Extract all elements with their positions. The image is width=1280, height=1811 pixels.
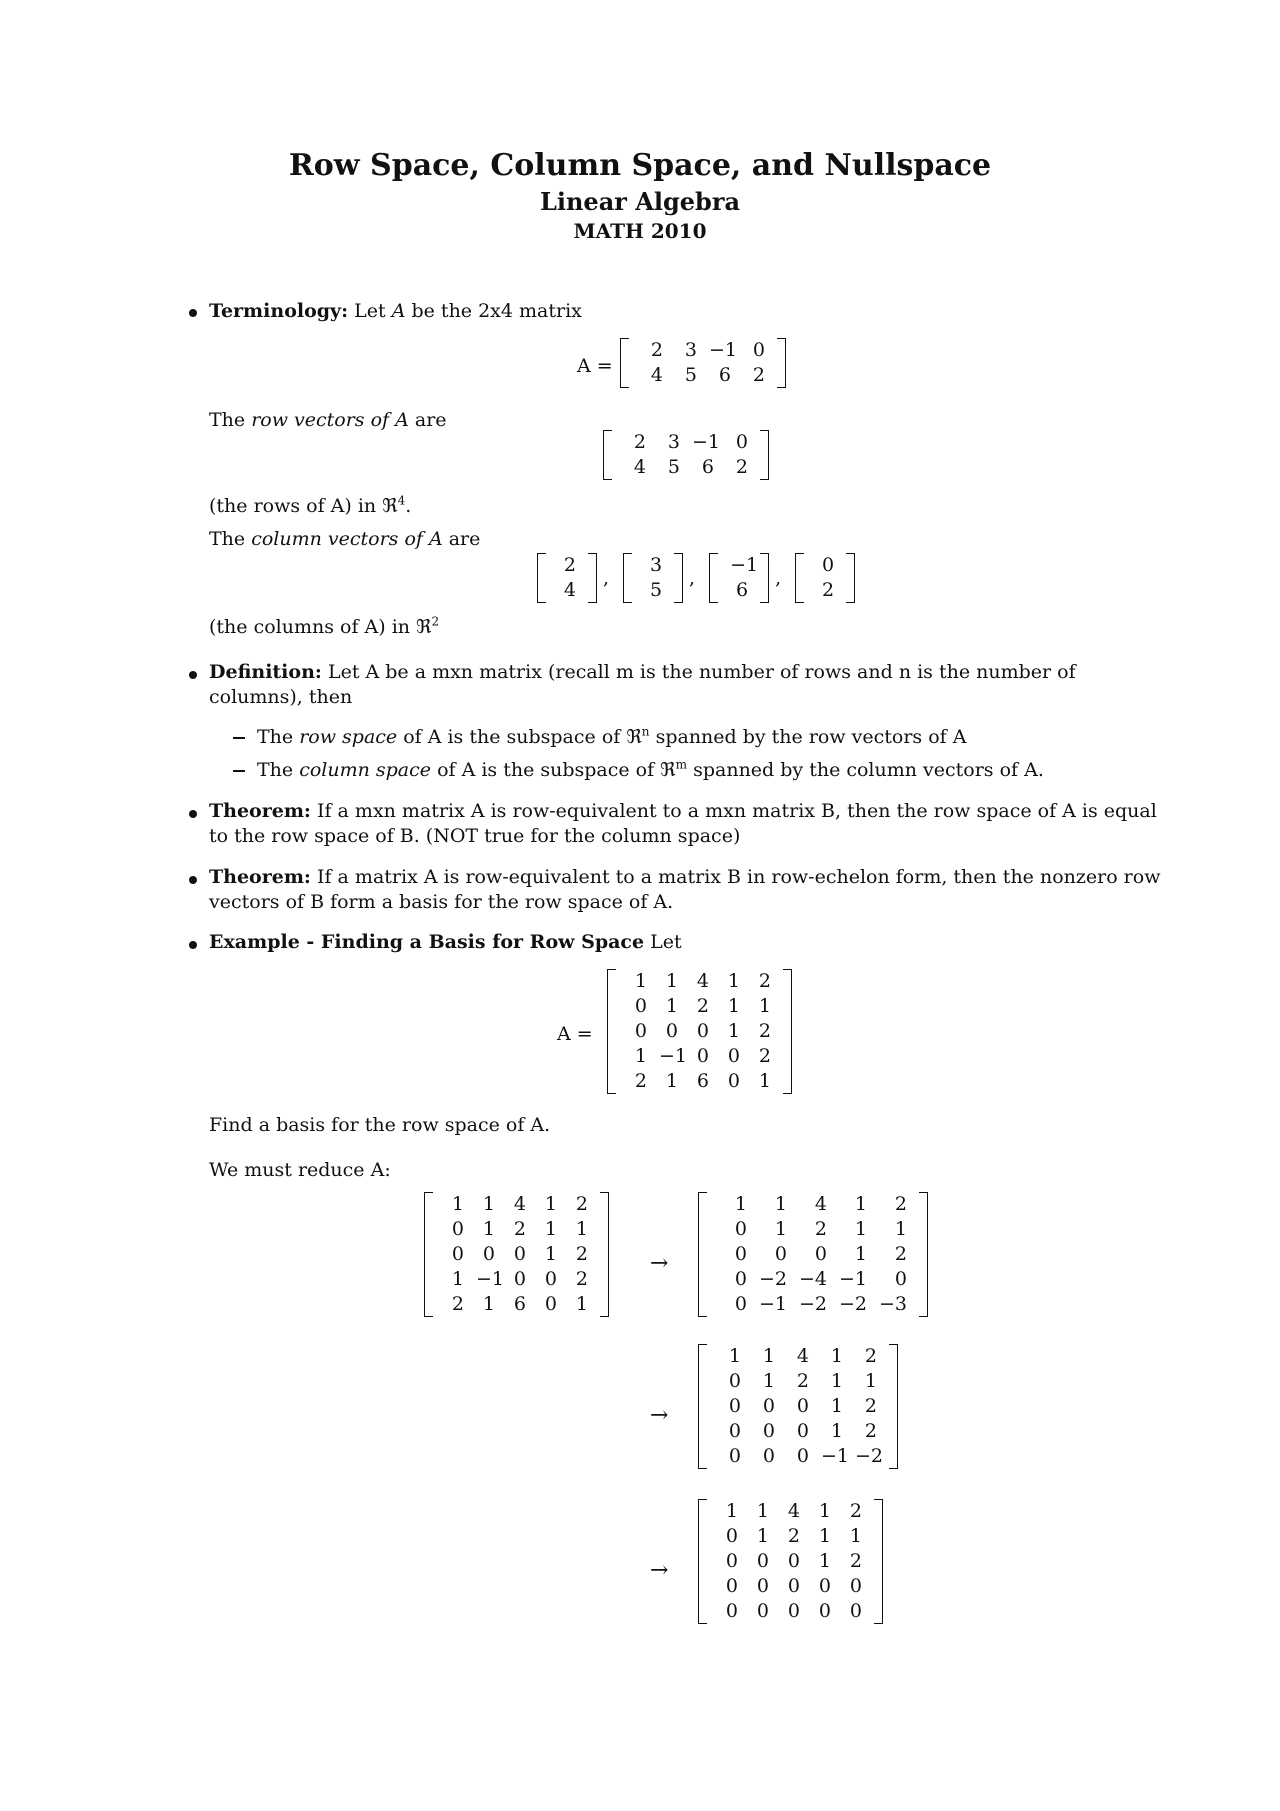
matrix-cell: 0 [762,1445,775,1467]
matrix-cell: 0 [796,1420,809,1442]
matrix-cell: 0 [696,1020,709,1042]
matrix-cell: 0 [849,1575,862,1597]
cols-in-line [209,615,439,640]
matrix-cell: 0 [451,1243,464,1265]
matrix-cell: 1 [830,1395,843,1417]
left-bracket [698,1499,707,1624]
matrix-cell: 0 [818,1600,831,1622]
emph: column space [299,759,432,781]
matrix-cell: 1 [774,1218,787,1240]
matrix-cell: 4 [633,456,646,478]
matrix-cell: 2 [752,364,765,386]
terminology-line [209,299,582,324]
matrix-cell: 1 [727,1020,740,1042]
text: Let A be a mxn matrix (recall m is the number of rows and n is the number of columns), then [209,661,1076,708]
matrix-cell: 4 [650,364,663,386]
left-bracket [795,553,804,603]
text: . [405,495,412,517]
matrix-cell: 2 [894,1243,907,1265]
matrix-cell: 1 [575,1293,588,1315]
matrix-cell: −1 [821,1445,850,1467]
text: (the rows of A) in ℜ [209,495,398,517]
text: spanned by the column vectors of A. [693,759,1044,781]
matrix-cell: 0 [762,1420,775,1442]
text: If a mxn matrix A is row-equivalent to a mxn matrix B, then the row space of A is equal to the row space of B. (NOT true for the column space) [209,800,1157,847]
bullet [189,309,197,317]
right-bracket [919,1192,928,1317]
text: (the columns of A) in ℜ [209,616,432,638]
matrix-cell: −4 [799,1268,828,1290]
text: The [257,759,294,781]
bullet [189,876,197,884]
column-vector [795,553,855,603]
matrix-cell: 2 [634,1070,647,1092]
matrix-cell: 2 [758,1020,771,1042]
matrix-cell: 0 [725,1575,738,1597]
matrix-cell: 1 [756,1500,769,1522]
matrix-cell: 2 [696,995,709,1017]
emph: row vectors of A [251,409,409,431]
matrix-cell: 2 [758,970,771,992]
matrix-A-example [607,969,792,1094]
matrix-cell: 2 [796,1370,809,1392]
matrix-cell: 2 [864,1395,877,1417]
comma: , [603,566,610,589]
definition-heading: Definition: [209,661,322,683]
matrix-cell: 1 [762,1345,775,1367]
text: If a matrix A is row-equivalent to a matrix B in row-echelon form, then the nonzero row vectors of B form a basis for the row space of A. [209,866,1161,913]
left-bracket [537,553,546,603]
exponent: 4 [397,493,406,508]
bullet [189,671,197,679]
theorem-1-paragraph [209,799,1174,848]
matrix-cell: 1 [894,1218,907,1240]
emph: column vectors of A [251,528,443,550]
matrix-cell: 1 [725,1500,738,1522]
matrix-cell: −1 [730,554,759,576]
matrix-cell: 0 [734,1268,747,1290]
right-bracket [760,430,769,480]
matrix-label: A = [577,355,613,377]
terminology-heading: Terminology: [209,300,349,322]
matrix-cell: 2 [849,1500,862,1522]
matrix-cell: 1 [727,970,740,992]
matrix-cell: −2 [799,1293,828,1315]
matrix-cell: 1 [864,1370,877,1392]
matrix-cell: 1 [634,1045,647,1067]
matrix-cell: 1 [854,1193,867,1215]
matrix-cell: 6 [736,579,749,601]
matrix-cell: −2 [839,1293,868,1315]
matrix-cell: −1 [709,339,738,361]
column-vector [623,553,683,603]
left-bracket [620,338,629,388]
matrix-cell: 1 [727,995,740,1017]
matrix-cell: 1 [728,1345,741,1367]
reduce-text: We must reduce A: [209,1159,391,1181]
matrix-cell: 0 [634,995,647,1017]
text: of A is the subspace of ℜ [437,759,676,781]
matrix-cell: 2 [787,1525,800,1547]
matrix-cell: 0 [734,1218,747,1240]
matrix-cell: 1 [544,1193,557,1215]
matrix-cell: −2 [759,1268,788,1290]
matrix-cell: 3 [649,554,663,576]
matrix-cell: 1 [544,1243,557,1265]
left-bracket [603,430,612,480]
matrix-cell: 1 [482,1293,495,1315]
matrix-cell: 0 [725,1600,738,1622]
row-vectors [603,430,769,480]
column-vector [537,553,597,603]
matrix-cell: 2 [864,1345,877,1367]
theorem-2-paragraph [209,865,1174,914]
text: The [209,409,246,431]
matrix-cell: 1 [756,1525,769,1547]
matrix-cell: 1 [818,1550,831,1572]
matrix-cell: 0 [756,1550,769,1572]
definition-item-column-space [257,758,1044,783]
matrix-cell: 1 [665,1070,678,1092]
comma: , [775,566,782,589]
definition-item-row-space [257,725,966,750]
matrix-cell: −1 [476,1268,505,1290]
matrix-cell: 0 [849,1600,862,1622]
matrix-cell: 2 [822,579,835,601]
matrix-cell: 2 [513,1218,526,1240]
matrix-cell: 0 [894,1268,907,1290]
dash [233,737,245,739]
matrix-cell: 1 [818,1500,831,1522]
matrix-cell: 1 [665,995,678,1017]
text: are [414,409,447,431]
matrix-cell: 2 [451,1293,464,1315]
right-bracket [846,553,855,603]
matrix-cell: 0 [756,1575,769,1597]
bullet [189,941,197,949]
matrix-cell: 5 [667,456,680,478]
matrix-cell: 1 [830,1420,843,1442]
matrix-cell: 0 [725,1550,738,1572]
matrix-cell: 1 [634,970,647,992]
text: Let [650,931,682,953]
matrix-cell: 4 [563,579,576,601]
matrix-cell: 0 [796,1395,809,1417]
matrix-cell: 2 [575,1243,588,1265]
matrix-cell: 2 [849,1550,862,1572]
matrix-cell: −3 [879,1293,908,1315]
matrix-cell: 1 [830,1370,843,1392]
matrix-cell: 0 [544,1293,557,1315]
matrix-cell: 0 [734,1293,747,1315]
matrix-cell: 0 [728,1445,741,1467]
matrix-cell: 0 [665,1020,678,1042]
matrix-cell: 4 [814,1193,827,1215]
arrow: → [650,1558,669,1583]
matrix-cell: 2 [758,1045,771,1067]
theorem-heading: Theorem: [209,800,311,822]
col-vectors-line [209,527,480,552]
right-bracket [674,553,683,603]
matrix-cell: 1 [451,1268,464,1290]
matrix-cell: 2 [575,1268,588,1290]
left-bracket [698,1344,707,1469]
right-bracket [600,1192,609,1317]
matrix-cell: 0 [451,1218,464,1240]
find-basis-text: Find a basis for the row space of A. [209,1114,551,1136]
dash [233,770,245,772]
matrix-step-3 [698,1499,883,1624]
matrix-cell: 0 [735,431,748,453]
right-bracket [874,1499,883,1624]
right-bracket [777,338,786,388]
matrix-cell: 1 [830,1345,843,1367]
matrix-cell: 1 [818,1525,831,1547]
rows-in-line [209,494,411,519]
matrix-cell: 2 [633,431,646,453]
matrix-cell: −1 [659,1045,688,1067]
text: are [448,528,481,550]
text: of A is the subspace of ℜ [403,726,642,748]
matrix-cell: 1 [482,1193,495,1215]
exponent: n [641,724,650,739]
matrix-cell: 1 [482,1218,495,1240]
exponent: 2 [431,614,440,629]
matrix-cell: 1 [762,1370,775,1392]
matrix-cell: 0 [728,1420,741,1442]
matrix-cell: 0 [728,1395,741,1417]
matrix-cell: 6 [701,456,714,478]
matrix-cell: 0 [513,1268,526,1290]
matrix-cell: 1 [849,1525,862,1547]
bullet [189,810,197,818]
comma: , [689,566,696,589]
text: The [257,726,294,748]
matrix-cell: 2 [735,456,748,478]
matrix-start [424,1192,609,1317]
right-bracket [760,553,769,603]
matrix-cell: 1 [665,970,678,992]
matrix-cell: 0 [796,1445,809,1467]
matrix-cell: 6 [696,1070,709,1092]
matrix-cell: 0 [787,1550,800,1572]
matrix-cell: 4 [696,970,709,992]
example-heading-line [209,930,682,955]
emph: row space [299,726,398,748]
matrix-step-1 [698,1192,928,1317]
matrix-cell: 4 [787,1500,800,1522]
matrix-cell: 1 [758,1070,771,1092]
matrix-cell: 0 [513,1243,526,1265]
text: be the 2x4 matrix [411,300,582,322]
matrix-cell: 6 [718,364,731,386]
example-heading: Example - Finding a Basis for Row Space [209,931,645,953]
matrix-cell: 0 [544,1268,557,1290]
matrix-cell: 0 [774,1243,787,1265]
matrix-cell: 0 [482,1243,495,1265]
matrix-label: A = [557,1023,593,1045]
matrix-cell: 2 [814,1218,827,1240]
matrix-cell: 0 [727,1070,740,1092]
row-vectors-line [209,408,447,433]
matrix-cell: 4 [513,1193,526,1215]
matrix-cell: 1 [774,1193,787,1215]
matrix-cell: 1 [544,1218,557,1240]
text: The [209,528,246,550]
definition-paragraph [209,660,1174,709]
left-bracket [698,1192,707,1317]
matrix-cell: 5 [649,579,663,601]
page-subtitle: Linear Algebra [539,187,741,216]
right-bracket [783,969,792,1094]
matrix-cell: 1 [575,1218,588,1240]
matrix-cell: 1 [451,1193,464,1215]
text: spanned by the row vectors of A [655,726,967,748]
matrix-cell: −2 [855,1445,884,1467]
var: A [391,300,406,322]
page-title: Row Space, Column Space, and Nullspace [288,148,992,183]
theorem-heading: Theorem: [209,866,311,888]
matrix-cell: 2 [894,1193,907,1215]
matrix-cell: 0 [696,1045,709,1067]
exponent: m [675,757,688,772]
matrix-cell: 0 [787,1575,800,1597]
text: Let [354,300,386,322]
matrix-cell: −1 [692,431,721,453]
matrix-cell: 0 [634,1020,647,1042]
matrix-cell: 0 [725,1525,738,1547]
matrix-cell: 2 [563,554,576,576]
column-vector [709,553,769,603]
matrix-cell: 0 [752,339,765,361]
matrix-cell: 5 [684,364,697,386]
course-code: MATH 2010 [573,219,707,243]
right-bracket [588,553,597,603]
column-vectors [537,553,855,603]
matrix-cell: 3 [684,339,697,361]
matrix-cell: 0 [787,1600,800,1622]
matrix-cell: 1 [734,1193,747,1215]
matrix-cell: 1 [758,995,771,1017]
matrix-cell: 3 [667,431,680,453]
left-bracket [607,969,616,1094]
matrix-cell: 0 [756,1600,769,1622]
matrix-cell: −1 [839,1268,868,1290]
matrix-cell: 6 [513,1293,526,1315]
left-bracket [709,553,718,603]
left-bracket [424,1192,433,1317]
matrix-cell: 1 [854,1243,867,1265]
arrow: → [650,1251,669,1276]
matrix-cell: 0 [822,554,835,576]
matrix-cell: 1 [854,1218,867,1240]
arrow: → [650,1403,669,1428]
matrix-A [620,338,786,388]
matrix-step-2 [698,1344,898,1469]
matrix-cell: −1 [759,1293,788,1315]
matrix-cell: 0 [762,1395,775,1417]
matrix-cell: 0 [734,1243,747,1265]
matrix-cell: 0 [814,1243,827,1265]
matrix-cell: 0 [728,1370,741,1392]
left-bracket [623,553,632,603]
matrix-cell: 4 [796,1345,809,1367]
matrix-cell: 0 [727,1045,740,1067]
matrix-cell: 0 [818,1575,831,1597]
matrix-cell: 2 [575,1193,588,1215]
matrix-cell: 2 [650,339,663,361]
right-bracket [889,1344,898,1469]
matrix-cell: 2 [864,1420,877,1442]
